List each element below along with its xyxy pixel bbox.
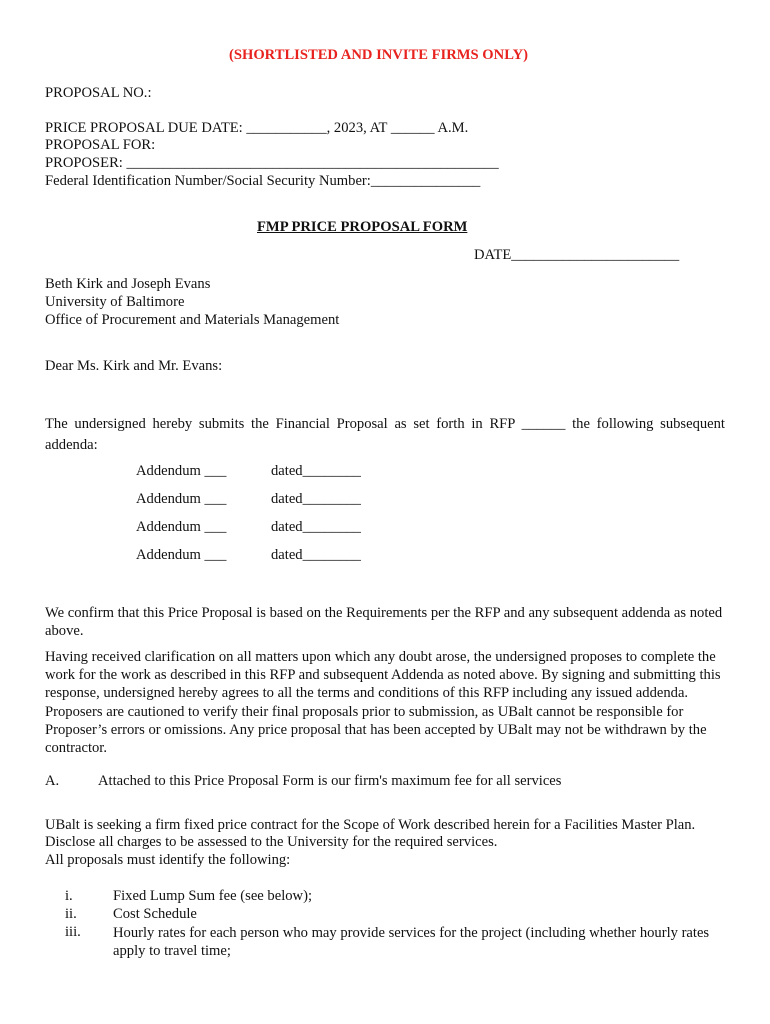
ubalt-line-2: Disclose all charges to be assessed to the University for the required services. [45,834,498,850]
list-item-text: Cost Schedule [113,906,197,922]
ubalt-line-3: All proposals must identify the following: [45,852,291,868]
addendum-dated: dated________ [271,547,361,563]
intro-paragraph: The undersigned hereby submits the Financial Proposal as set forth in RFP ______ the following subsequent addenda: [45,416,725,453]
due-date-line: PRICE PROPOSAL DUE DATE: ___________, 2023, AT ______ A.M. [45,120,469,136]
addendum-dated: dated________ [271,463,361,479]
addressee-university: University of Baltimore [45,294,185,310]
invitation-banner: (SHORTLISTED AND INVITE FIRMS ONLY) [229,47,528,63]
section-a-letter: A. [45,773,60,789]
ubalt-line-1: UBalt is seeking a firm fixed price contract for the Scope of Work described herein for a Facilities Master Plan. [45,817,696,833]
addendum-label: Addendum ___ [136,519,227,535]
section-a-text: Attached to this Price Proposal Form is our firm's maximum fee for all services [98,773,562,789]
list-item-text: Hourly rates for each person who may provide services for the project (including whether hourly rates apply to travel time; [113,925,710,960]
date-line: DATE_______________________ [474,247,680,263]
list-item-number: iii. [65,924,81,940]
list-item-number: i. [65,888,73,904]
proposer-line: PROPOSER: ___________________________________________________ [45,155,499,171]
clarification-paragraph: Having received clarification on all matters upon which any doubt arose, the undersigned proposes to complete the work for the work as described in this RFP and subsequent Addenda as noted above. By signing and submitting this response, undersigned hereby agrees to all the terms and conditions of this RFP including any issued addenda. Proposers are cautioned to verify their final proposals prior to submission, as UBalt cannot be responsible for Proposer’s errors or omissions. Any price proposal that has been accepted by UBalt may not be withdrawn by the contractor. [45,649,721,757]
addressee-names: Beth Kirk and Joseph Evans [45,276,211,292]
addendum-label: Addendum ___ [136,463,227,479]
proposal-for-line: PROPOSAL FOR: [45,137,156,153]
form-title: FMP PRICE PROPOSAL FORM [257,219,468,235]
addendum-label: Addendum ___ [136,547,227,563]
addendum-dated: dated________ [271,519,361,535]
addressee-office: Office of Procurement and Materials Management [45,312,340,328]
confirm-paragraph: We confirm that this Price Proposal is based on the Requirements per the RFP and any subsequent addenda as noted above. [45,605,723,640]
fein-line: Federal Identification Number/Social Security Number:_______________ [45,173,481,189]
salutation: Dear Ms. Kirk and Mr. Evans: [45,358,223,374]
proposal-number-line: PROPOSAL NO.: [45,85,152,101]
list-item-text: Fixed Lump Sum fee (see below); [113,888,312,904]
addendum-label: Addendum ___ [136,491,227,507]
list-item-number: ii. [65,906,77,922]
addendum-dated: dated________ [271,491,361,507]
